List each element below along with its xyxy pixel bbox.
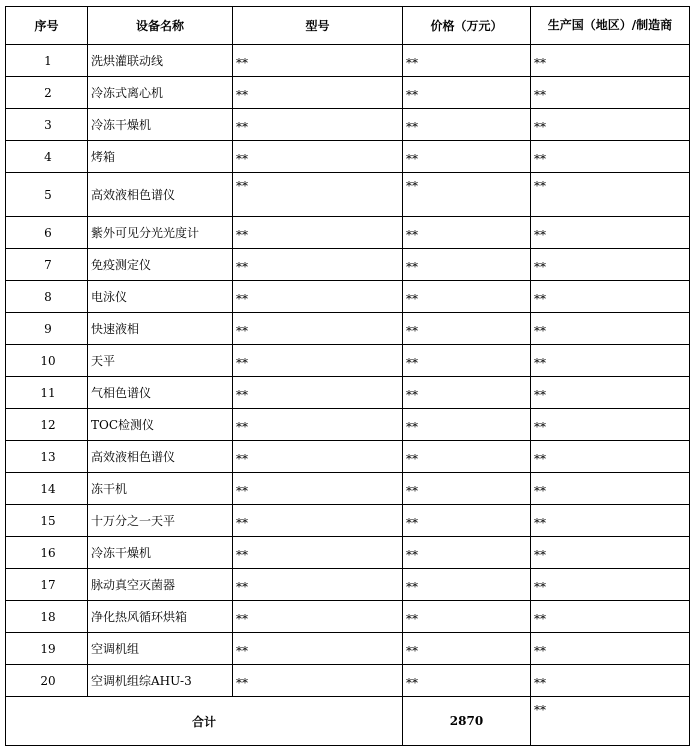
row-origin: **	[531, 217, 690, 249]
row-price: **	[403, 345, 531, 377]
table-row	[6, 141, 690, 173]
row-origin: **	[531, 281, 690, 313]
row-origin: **	[531, 313, 690, 345]
row-device-name: 气相色谱仪	[88, 377, 233, 409]
row-price: **	[403, 665, 531, 697]
row-model: **	[233, 45, 403, 77]
row-price: **	[403, 377, 531, 409]
row-origin: **	[531, 665, 690, 697]
row-device-name: 空调机组	[88, 633, 233, 665]
row-model: **	[233, 665, 403, 697]
row-device-name: 冻干机	[88, 473, 233, 505]
table-row	[6, 441, 690, 473]
row-origin: **	[531, 249, 690, 281]
row-origin: **	[531, 109, 690, 141]
row-device-name: 净化热风循环烘箱	[88, 601, 233, 633]
row-origin: **	[531, 569, 690, 601]
total-price: 2870	[403, 697, 531, 746]
row-seq: 5	[6, 173, 88, 217]
row-seq: 12	[6, 409, 88, 441]
row-model: **	[233, 313, 403, 345]
row-seq: 6	[6, 217, 88, 249]
row-origin: **	[531, 45, 690, 77]
row-device-name: 高效液相色谱仪	[88, 441, 233, 473]
row-price: **	[403, 569, 531, 601]
row-origin: **	[531, 537, 690, 569]
row-model: **	[233, 173, 403, 217]
table-row	[6, 537, 690, 569]
row-origin: **	[531, 141, 690, 173]
row-origin: **	[531, 601, 690, 633]
row-model: **	[233, 249, 403, 281]
row-model: **	[233, 141, 403, 173]
row-model: **	[233, 377, 403, 409]
table-row	[6, 473, 690, 505]
row-seq: 2	[6, 77, 88, 109]
table-row	[6, 665, 690, 697]
table-row	[6, 109, 690, 141]
table-row	[6, 249, 690, 281]
row-origin: **	[531, 377, 690, 409]
header-row	[6, 7, 690, 45]
row-device-name: 电泳仪	[88, 281, 233, 313]
header-origin: 生产国（地区）/制造商	[531, 7, 690, 45]
row-model: **	[233, 537, 403, 569]
row-device-name: 高效液相色谱仪	[88, 173, 233, 217]
table-row	[6, 313, 690, 345]
row-price: **	[403, 217, 531, 249]
row-price: **	[403, 633, 531, 665]
table-row	[6, 377, 690, 409]
row-device-name: 天平	[88, 345, 233, 377]
row-seq: 8	[6, 281, 88, 313]
table-row	[6, 409, 690, 441]
table-row	[6, 45, 690, 77]
row-seq: 3	[6, 109, 88, 141]
row-origin: **	[531, 409, 690, 441]
row-price: **	[403, 505, 531, 537]
row-origin: **	[531, 505, 690, 537]
row-price: **	[403, 441, 531, 473]
row-seq: 4	[6, 141, 88, 173]
table-row	[6, 345, 690, 377]
table-row	[6, 281, 690, 313]
table-row	[6, 569, 690, 601]
row-price: **	[403, 281, 531, 313]
row-device-name: 冷冻干燥机	[88, 109, 233, 141]
row-model: **	[233, 217, 403, 249]
row-origin: **	[531, 345, 690, 377]
row-seq: 19	[6, 633, 88, 665]
row-seq: 15	[6, 505, 88, 537]
row-seq: 1	[6, 45, 88, 77]
row-model: **	[233, 345, 403, 377]
header-price: 价格（万元）	[403, 7, 531, 45]
row-device-name: 冷冻干燥机	[88, 537, 233, 569]
row-price: **	[403, 537, 531, 569]
row-price: **	[403, 313, 531, 345]
row-price: **	[403, 45, 531, 77]
row-seq: 17	[6, 569, 88, 601]
row-device-name: TOC检测仪	[88, 409, 233, 441]
row-seq: 20	[6, 665, 88, 697]
row-price: **	[403, 601, 531, 633]
row-model: **	[233, 441, 403, 473]
total-row	[6, 697, 690, 746]
row-price: **	[403, 249, 531, 281]
row-seq: 13	[6, 441, 88, 473]
row-seq: 10	[6, 345, 88, 377]
row-price: **	[403, 141, 531, 173]
row-seq: 16	[6, 537, 88, 569]
row-model: **	[233, 473, 403, 505]
row-model: **	[233, 633, 403, 665]
table-row	[6, 173, 690, 217]
row-origin: **	[531, 473, 690, 505]
row-seq: 9	[6, 313, 88, 345]
table-row	[6, 601, 690, 633]
row-price: **	[403, 109, 531, 141]
row-origin: **	[531, 77, 690, 109]
table-row	[6, 77, 690, 109]
row-seq: 7	[6, 249, 88, 281]
row-price: **	[403, 77, 531, 109]
table-row	[6, 633, 690, 665]
row-model: **	[233, 109, 403, 141]
row-model: **	[233, 569, 403, 601]
header-seq: 序号	[6, 7, 88, 45]
row-device-name: 免疫测定仪	[88, 249, 233, 281]
row-device-name: 快速液相	[88, 313, 233, 345]
row-price: **	[403, 473, 531, 505]
row-model: **	[233, 281, 403, 313]
table-row	[6, 505, 690, 537]
row-device-name: 十万分之一天平	[88, 505, 233, 537]
row-seq: 11	[6, 377, 88, 409]
row-price: **	[403, 173, 531, 217]
header-model: 型号	[233, 7, 403, 45]
total-origin: **	[531, 697, 690, 746]
row-device-name: 脉动真空灭菌器	[88, 569, 233, 601]
table-row	[6, 217, 690, 249]
row-model: **	[233, 601, 403, 633]
equipment-table	[5, 6, 690, 746]
row-origin: **	[531, 173, 690, 217]
row-origin: **	[531, 633, 690, 665]
row-device-name: 空调机组综AHU-3	[88, 665, 233, 697]
row-origin: **	[531, 441, 690, 473]
row-device-name: 洗烘灌联动线	[88, 45, 233, 77]
row-model: **	[233, 409, 403, 441]
row-seq: 14	[6, 473, 88, 505]
row-seq: 18	[6, 601, 88, 633]
total-label: 合计	[6, 697, 403, 746]
row-device-name: 紫外可见分光光度计	[88, 217, 233, 249]
row-model: **	[233, 505, 403, 537]
header-name: 设备名称	[88, 7, 233, 45]
row-model: **	[233, 77, 403, 109]
row-device-name: 烤箱	[88, 141, 233, 173]
row-price: **	[403, 409, 531, 441]
row-device-name: 冷冻式离心机	[88, 77, 233, 109]
